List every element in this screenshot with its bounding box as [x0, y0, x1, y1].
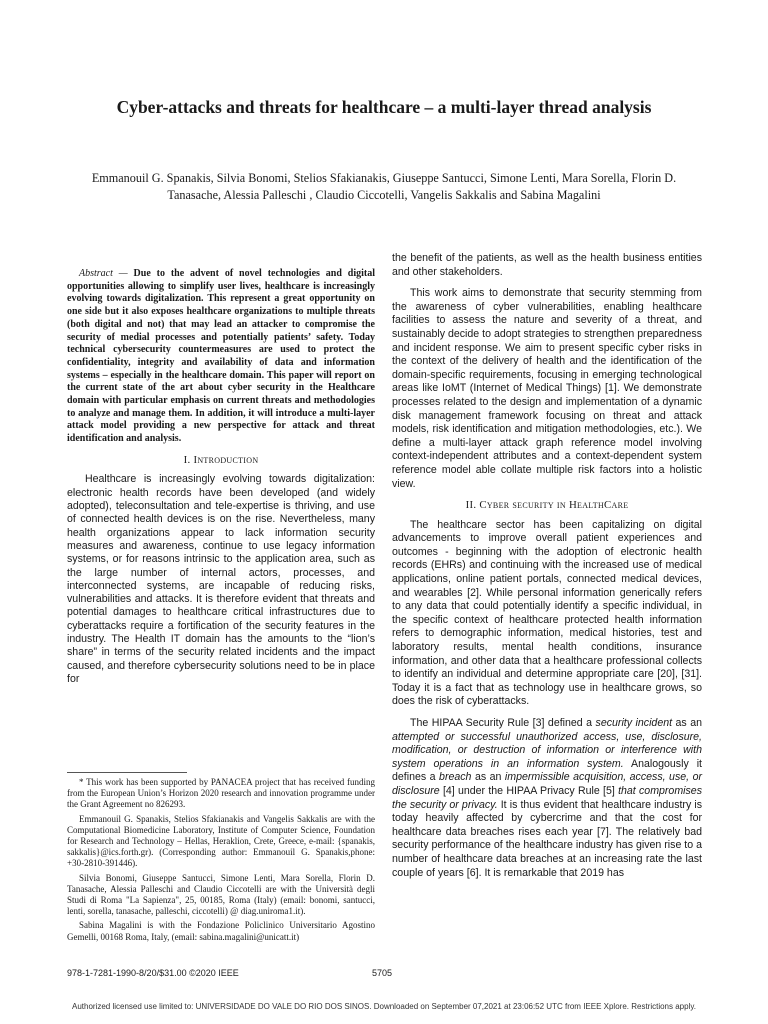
paper-title: Cyber-attacks and threats for healthcare – a multi-layer thread analysis — [116, 97, 652, 117]
license-notice: Authorized licensed use limited to: UNIVERSIDADE DO VALE DO RIO DOS SINOS. Downloaded on September 07,2021 at 23:06:52 UTC from IEEE Xplore. Restrictions apply. — [72, 1002, 696, 1011]
right-column — [392, 252, 702, 888]
author-list: Emmanouil G. Spanakis, Silvia Bonomi, Stelios Sfakianakis, Giuseppe Santucci, Simone Lenti, Mara Sorella, Florin D. Tanasache, Alessia Palleschi , Claudio Ciccotelli, Vangelis Sakkalis and Sabina Magalini — [91, 171, 677, 202]
text-run: [4] under the HIPAA Privacy Rule [5] — [439, 784, 619, 797]
section2-paragraph-2 — [392, 717, 702, 880]
footnotes — [67, 772, 375, 946]
text-run: It is thus evident that healthcare industry is today heavily affected by cybercrime and that the cost for healthcare data breaches rises each year [7]. The relatively bad security performance of the healthcare industry has given rise to a number of healthcare data breaches at an increasing rate the last couple of years [6]. It is remarkable that 2019 has — [392, 798, 702, 879]
definition-security-incident: attempted or successful unauthorized access, use, disclosure, modification, or destruction of information or interference with system operations in an information system. — [392, 730, 702, 770]
term-breach: breach — [439, 771, 472, 784]
isbn-copyright: 978-1-7281-1990-8/20/$31.00 ©2020 IEEE — [67, 968, 239, 978]
intro-paragraph-aims: This work aims to demonstrate that security stemming from the awareness of cyber vulnerabilities, enabling healthcare facilities to assess the nature and severity of a threat, and sustainably decide to adopt strategies to strengthen preparedness and incident response. We aim to present specific cyber risks in the context of the delivery of health and the identification of the domain-specific requirements, focusing in emerging technological areas like IoMT (Internet of Medical Things) [1]. We demonstrate processes related to the design and implementation of a dynamic disk management framework focusing on threat and attack models, risk identification and mitigation methodologies, etc.). We define a multi-layer attack graph reference model involving context-independent attributes and a context-dependent system reference model able collate multiple risk factors into a holistic view. — [392, 287, 702, 490]
footnote-affiliation-sapienza: Silvia Bonomi, Giuseppe Santucci, Simone Lenti, Mara Sorella, Florin D. Tanasache, Alessia Palleschi and Claudio Ciccotelli are with the Università degli Studi di Roma "La Sapienza", 25, 00185, Roma (Italy) (email: bonomi, santucci, lenti, sorella, tanasache, palleschi, ciccotelli) @ diag.uniroma1.it). — [67, 872, 375, 917]
text-run: The HIPAA Security Rule [3] defined a — [410, 717, 596, 729]
footnote-affiliation-gemelli: Sabina Magalini is with the Fondazione Policlinico Universitario Agostino Gemelli, 00168 Roma, Italy, (email: sabina.magalini@unicatt.it) — [67, 920, 375, 942]
section2-paragraph-1: The healthcare sector has been capitalizing on digital advancements to improve overall patient experiences and outcomes - beginning with the adoption of electronic health records (EHRs) and continuing with the increased use of medical applications, online patient portals, connected medical devices, and wearables [2]. While personal information generically refers to any data that could potentially identify a specific individual, in the specific context of healthcare protected health information refers to demographic information, medical histories, test and laboratory results, mental health conditions, insurance information, and other data that a healthcare professional collects to identify an individual and determine appropriate care [20], [31]. Today it is a fact that as technology use in healthcare grows, so does the risk of cyberattacks. — [392, 518, 702, 708]
abstract — [67, 268, 375, 446]
intro-continuation: the benefit of the patients, as well as the health business entities and other stakeholders. — [392, 252, 702, 278]
text-run: as an — [471, 771, 505, 784]
left-column — [67, 268, 375, 694]
abstract-text: Due to the advent of novel technologies and digital opportunities allowing to simplify user lives, healthcare is increasingly evolving towards digitalization. This represent a great opportunity on one side but it also exposes healthcare organizations to multiple threats (both digital and not) that may lead an attacker to compromise the security of medial processes and potentially patients’ safety. Today technical cybersecurity countermeasures are used to protect the confidentiality, integrity and availability of data and information systems – especially in the healthcare domain. This paper will report on the current state of the art about cyber security in the Healthcare domain with particular emphasis on current threats and methodologies to analyze and manage them. In addition, it will introduce a multi-layer attack model providing a new perspective for attack and threat identification and analysis. — [67, 268, 376, 445]
footnote-affiliation-forth: Emmanouil G. Spanakis, Stelios Sfakianakis and Vangelis Sakkalis are with the Computational Biomedicine Laboratory, Institute of Computer Science, Foundation for Research and Technology – Hellas, Heraklion, Crete, Greece, e-mail: {spanakis, sakkalis}@ics.forth.gr). (Corresponding author: Emmanouil G. Spanakis,phone: +30-2810-391446). — [67, 813, 375, 869]
text-run: Analogously it defines a — [392, 757, 702, 784]
text-run: as an — [672, 717, 702, 729]
definition-breach: impermissible acquisition, access, use, or disclosure — [392, 771, 702, 797]
section-heading-cyber-security: II. Cyber security in HealthCare — [465, 499, 629, 512]
page-number: 5705 — [372, 968, 393, 978]
footnote-divider — [67, 772, 187, 773]
term-security-incident: security incident — [595, 717, 673, 729]
privacy-clause: that compromises the security or privacy. — [392, 784, 702, 811]
introduction-paragraph: Healthcare is increasingly evolving towards digitalization: electronic health records have been developed (and widely adopted), teleconsultation and tele-expertise is thriving, and use of connected health devices is on the rise. Nevertheless, many health organizations appear to lack information security measures and awareness, continue to use legacy information systems, or for reasons intrinsic to the application area, such as the large number of internal actors, processes, and interconnected systems, are incapable of reducing risks, vulnerabilities and attacks. It is therefore evident that threats and potential damages to healthcare critical infrastructures due to cyberattacks require a fortification of the security features in the industry. The Health IT domain has the amounts to the “lion’s share” in terms of the security related incidents and the impact caused, and therefore cybersecurity solutions need to be in place for — [67, 473, 375, 685]
abstract-label: Abstract — — [79, 268, 128, 279]
section-heading-introduction: I. Introduction — [183, 453, 259, 466]
footnote-funding: * This work has been supported by PANACEA project that has received funding from the European Union’s Horizon 2020 research and innovation programme under the Grant Agreement no 826293. — [67, 777, 375, 810]
